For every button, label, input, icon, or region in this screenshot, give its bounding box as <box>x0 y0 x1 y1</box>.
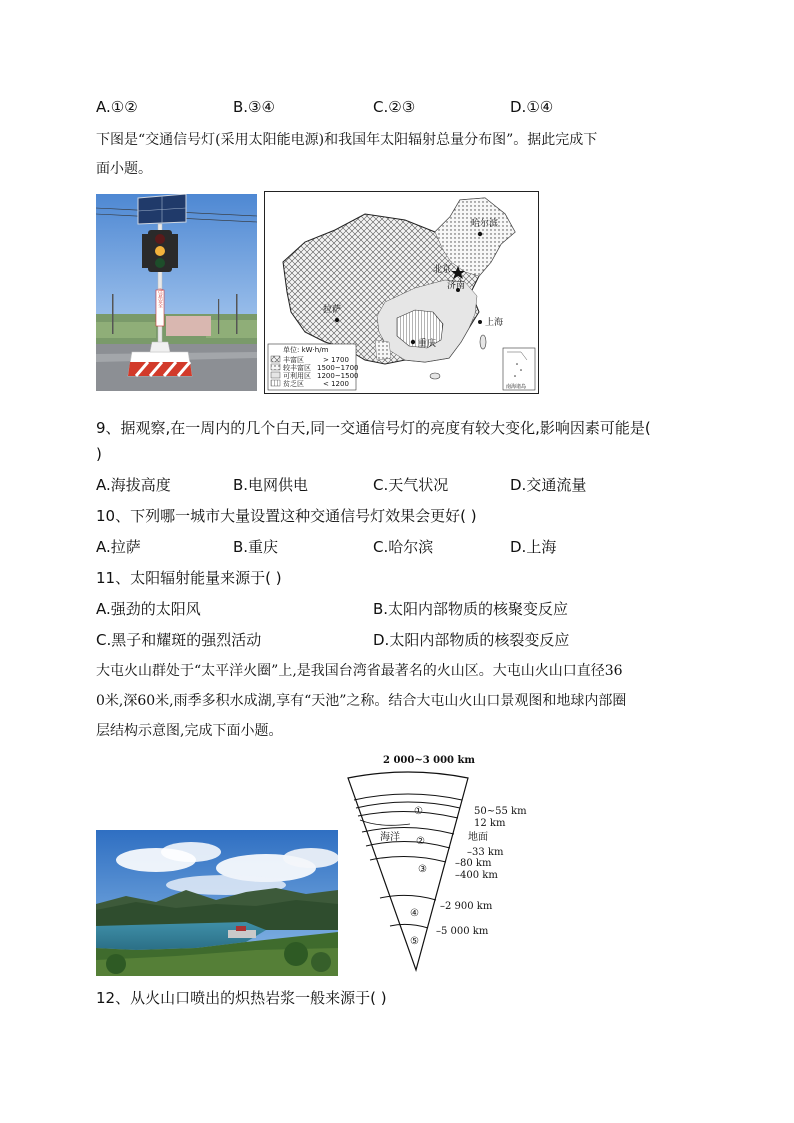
q10-option-d: D.上海 <box>510 538 557 556</box>
inset-label: 南海诸岛 <box>506 384 527 390</box>
intro2-line2: 0米,深60米,雨季多积水成湖,享有“天池”之称。结合大屯山火山口景观图和地球内部圈 <box>96 693 627 709</box>
depth-4: –80 km <box>455 858 492 869</box>
q8-option-a: A.①② <box>96 98 138 116</box>
legend-name-4: 贫乏区 <box>283 380 304 388</box>
q11-option-c: C.黑子和耀斑的强烈活动 <box>96 631 262 649</box>
q9-option-c: C.天气状况 <box>373 476 449 494</box>
q9-option-b: B.电网供电 <box>233 476 309 494</box>
traffic-light-photo <box>96 194 257 391</box>
legend-value-1: > 1700 <box>323 356 349 364</box>
q9-option-d: D.交通流量 <box>510 476 587 494</box>
depth-1: 50~55 km <box>474 806 527 817</box>
q11-stem: 11、太阳辐射能量来源于( ) <box>96 569 282 587</box>
intro2-line1: 大屯火山群处于“太平洋火圈”上,是我国台湾省最著名的火山区。大屯山火山口直径36 <box>96 663 623 679</box>
city-jinan: 济南 <box>447 281 466 291</box>
legend-name-2: 较丰富区 <box>283 364 311 372</box>
q8-option-c: C.②③ <box>373 98 416 116</box>
safety-sign-text: 注意安全 <box>157 288 163 308</box>
ocean-label: 海洋 <box>380 832 400 843</box>
q11-option-b: B.太阳内部物质的核聚变反应 <box>373 600 569 618</box>
q9-option-a: A.海拔高度 <box>96 476 171 494</box>
layer-4: ④ <box>410 908 419 919</box>
city-shanghai: 上海 <box>485 318 504 328</box>
china-solar-radiation-map <box>264 191 539 394</box>
depth-7: –5 000 km <box>436 926 489 937</box>
layer-5: ⑤ <box>410 936 419 947</box>
city-lhasa: 拉萨 <box>323 305 342 315</box>
depth-2: 12 km <box>474 818 506 829</box>
legend-value-2: 1500~1700 <box>317 364 359 372</box>
legend-title: 单位: kW·h/m <box>283 346 329 354</box>
q8-option-d: D.①④ <box>510 98 554 116</box>
legend-value-3: 1200~1500 <box>317 372 359 380</box>
legend-name-3: 可利用区 <box>283 372 311 380</box>
q11-option-a: A.强劲的太阳风 <box>96 600 201 618</box>
city-harbin: 哈尔滨 <box>471 219 499 229</box>
q9-stem-line2: ) <box>96 445 102 463</box>
layer-2: ② <box>416 836 425 847</box>
intro2-line3: 层结构示意图,完成下面小题。 <box>96 723 283 739</box>
city-beijing: 北京 <box>433 265 452 275</box>
city-chongqing: 重庆 <box>418 339 437 349</box>
q10-option-a: A.拉萨 <box>96 538 141 556</box>
earth-top-label: 2 000~3 000 km <box>383 755 475 766</box>
depth-5: –400 km <box>455 870 498 881</box>
q8-option-b: B.③④ <box>233 98 275 116</box>
q10-stem: 10、下列哪一城市大量设置这种交通信号灯效果会更好( ) <box>96 507 477 525</box>
legend-value-4: < 1200 <box>323 380 349 388</box>
legend-name-1: 丰富区 <box>283 356 304 364</box>
q10-option-c: C.哈尔滨 <box>373 538 434 556</box>
ground-label: 地面 <box>468 832 488 843</box>
intro1-line1: 下图是“交通信号灯(采用太阳能电源)和我国年太阳辐射总量分布图”。据此完成下 <box>96 132 598 148</box>
crater-lake-photo <box>96 830 338 976</box>
q12-stem: 12、从火山口喷出的炽热岩浆一般来源于( ) <box>96 989 387 1007</box>
layer-1: ① <box>414 806 423 817</box>
depth-6: –2 900 km <box>440 901 493 912</box>
q11-option-d: D.太阳内部物质的核裂变反应 <box>373 631 570 649</box>
depth-3: –33 km <box>467 847 504 858</box>
layer-3: ③ <box>418 864 427 875</box>
earth-interior-diagram <box>340 748 540 973</box>
intro1-line2: 面小题。 <box>96 161 152 177</box>
q9-stem-line1: 9、据观察,在一周内的几个白天,同一交通信号灯的亮度有较大变化,影响因素可能是( <box>96 419 651 437</box>
q10-option-b: B.重庆 <box>233 538 279 556</box>
